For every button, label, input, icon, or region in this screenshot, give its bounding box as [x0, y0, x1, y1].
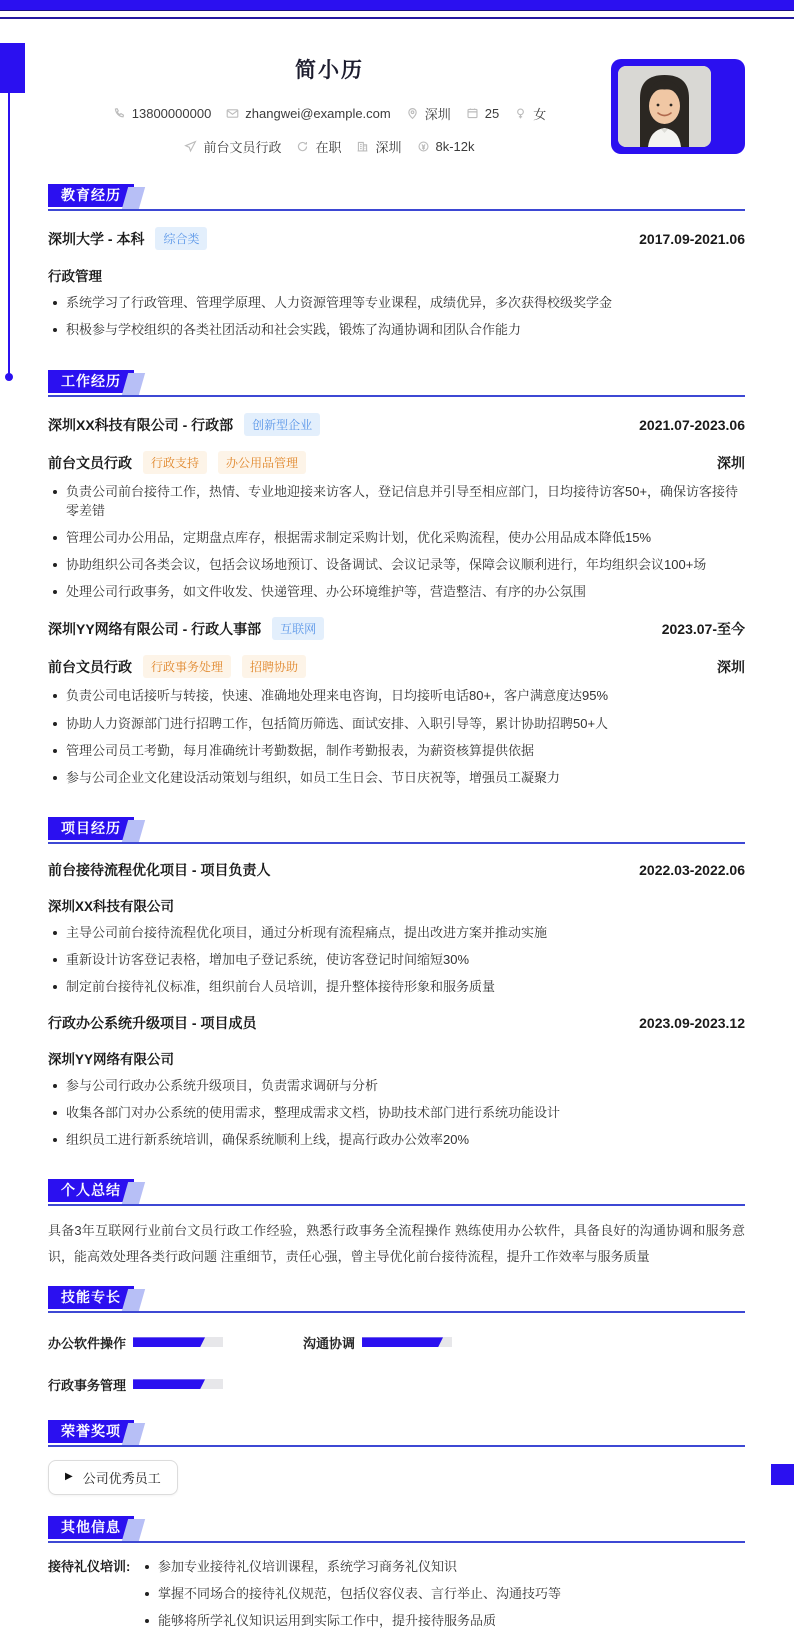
- section-header: [48, 1179, 745, 1206]
- bullet-item: 重新设计访客登记表格，增加电子登记系统，使访客登记时间缩短30%: [48, 951, 745, 969]
- photo-panel: [611, 59, 745, 154]
- contact-value: 8k-12k: [435, 139, 475, 154]
- work-location: 深圳: [717, 658, 745, 675]
- skill-item: [48, 1333, 303, 1352]
- section-badge: [48, 817, 134, 840]
- role-tag: 行政支持: [143, 451, 207, 474]
- skill-bar-track: [133, 1337, 223, 1347]
- project-company: 深圳XX科技有限公司: [48, 899, 175, 915]
- top-accent-line: [0, 17, 794, 19]
- salary-icon: [417, 140, 430, 153]
- location-icon: [406, 107, 419, 120]
- bullet-item: 掌握不同场合的接待礼仪规范，包括仪容仪表、言行举止、沟通技巧等: [140, 1585, 745, 1603]
- bullet-item: 积极参与学校组织的各类社团活动和社会实践，锻炼了沟通协调和团队合作能力: [48, 321, 745, 339]
- work-location: 深圳: [717, 454, 745, 471]
- work-entry-1: [48, 413, 745, 601]
- section-title: 工作经历: [61, 373, 121, 390]
- education-date: 2017.09-2021.06: [639, 230, 745, 247]
- project-bullets: [48, 1077, 745, 1150]
- bullet-item: 组织员工进行新系统培训，确保系统顺利上线，提高行政办公效率20%: [48, 1131, 745, 1149]
- project-entry-2: [48, 1013, 745, 1150]
- work-date: 2023.07-至今: [661, 620, 745, 637]
- bullet-item: 管理公司员工考勤，每月准确统计考勤数据，制作考勤报表，为薪资核算提供依据: [48, 742, 745, 760]
- section-header: [48, 1420, 745, 1447]
- company-tag: 互联网: [272, 617, 324, 640]
- bullet-item: 收集各部门对办公系统的使用需求，整理成需求文档，协助技术部门进行系统功能设计: [48, 1104, 745, 1122]
- section-skills: [48, 1286, 745, 1394]
- role-title: 前台文员行政: [48, 454, 132, 471]
- contact-gender: [514, 104, 546, 123]
- section-title: 教育经历: [61, 187, 121, 203]
- gender-icon: [514, 107, 527, 120]
- project-bullets: [48, 924, 745, 997]
- contact-value: 女: [533, 107, 547, 122]
- badge-tail-decoration: [122, 373, 145, 395]
- section-work: [48, 370, 745, 787]
- company-tag: 创新型企业: [244, 413, 320, 436]
- bottom-right-accent-square: [771, 1464, 794, 1485]
- left-accent-dot: [5, 373, 13, 381]
- skill-name: 沟通协调: [303, 1335, 356, 1351]
- section-projects: [48, 817, 745, 1149]
- section-badge: [48, 370, 134, 393]
- contact-value: 在职: [315, 140, 342, 155]
- section-badge: [48, 1286, 134, 1309]
- badge-tail-decoration: [122, 1423, 145, 1445]
- badge-tail-decoration: [122, 1182, 145, 1204]
- bullet-item: 参与公司行政办公系统升级项目，负责需求调研与分析: [48, 1077, 745, 1095]
- school-name: 深圳大学 - 本科: [48, 230, 145, 247]
- honor-item-chip[interactable]: [48, 1460, 178, 1495]
- contact-value: zhangwei@example.com: [245, 106, 391, 121]
- work-date: 2021.07-2023.06: [639, 416, 745, 433]
- section-badge: [48, 1179, 134, 1202]
- badge-tail-decoration: [122, 820, 145, 842]
- skill-bar-fill: [133, 1337, 205, 1347]
- section-title: 个人总结: [61, 1182, 121, 1199]
- contact-location: [406, 104, 451, 123]
- work-entry-2: [48, 617, 745, 787]
- bullet-item: 负责公司前台接待工作，热情、专业地迎接来访客人，登记信息并引导至相应部门，日均接待访客50+，确保访客接待零差错: [48, 483, 745, 519]
- section-education: [48, 184, 745, 339]
- contact-value: 深圳: [375, 140, 402, 155]
- project-date: 2022.03-2022.06: [639, 862, 745, 879]
- email-icon: [226, 107, 239, 120]
- contact-row-2: [184, 137, 474, 156]
- city-icon: [356, 140, 369, 153]
- project-name: 行政办公系统升级项目 - 项目成员: [48, 1014, 257, 1031]
- bullet-item: 系统学习了行政管理、管理学原理、人力资源管理等专业课程，成绩优异，多次获得校级奖学金: [48, 294, 745, 312]
- contact-value: 前台文员行政: [203, 140, 282, 155]
- section-summary: [48, 1179, 745, 1269]
- resume-name: 简小历: [295, 59, 364, 82]
- contact-status: [296, 137, 341, 156]
- project-company: 深圳YY网络有限公司: [48, 1051, 175, 1067]
- bullet-item: 能够将所学礼仪知识运用到实际工作中，提升接待服务品质: [140, 1612, 745, 1630]
- project-date: 2023.09-2023.12: [639, 1014, 745, 1031]
- project-entry-1: [48, 860, 745, 997]
- education-bullets: [48, 294, 745, 339]
- project-name: 前台接待流程优化项目 - 项目负责人: [48, 862, 271, 879]
- company-name: 深圳YY网络有限公司 - 行政人事部: [48, 620, 262, 637]
- skill-bar-track: [133, 1379, 223, 1389]
- section-header: [48, 184, 745, 211]
- company-name: 深圳XX科技有限公司 - 行政部: [48, 416, 234, 433]
- skill-item: [48, 1375, 303, 1394]
- role-tag: 招聘协助: [242, 655, 306, 678]
- left-accent-vline: [8, 92, 10, 374]
- bullet-item: 协助组织公司各类会议，包括会议场地预订、设备调试、会议记录等，保障会议顺利进行，年均组织会议100+场: [48, 556, 745, 574]
- section-badge: [48, 1420, 134, 1443]
- phone-icon: [113, 107, 126, 120]
- section-honors: [48, 1420, 745, 1495]
- section-other: [48, 1516, 745, 1630]
- left-accent-rect: [0, 43, 25, 93]
- role-tag: 办公用品管理: [218, 451, 306, 474]
- section-header: [48, 370, 745, 397]
- section-badge: [48, 184, 134, 207]
- section-title: 技能专长: [61, 1288, 121, 1305]
- skill-name: 办公软件操作: [48, 1335, 127, 1351]
- skill-item: [303, 1333, 745, 1352]
- resume-page: [0, 54, 794, 1630]
- bullet-item: 处理公司行政事务，如文件收发、快递管理、办公环境维护等，营造整洁、有序的办公氛围: [48, 583, 745, 601]
- section-badge: [48, 1516, 134, 1539]
- role-title: 前台文员行政: [48, 658, 132, 675]
- section-header: [48, 817, 745, 844]
- section-title: 荣誉奖项: [61, 1422, 121, 1439]
- section-header: [48, 1286, 745, 1313]
- position-icon: [184, 140, 197, 153]
- badge-tail-decoration: [122, 1289, 145, 1311]
- school-type-tag: 综合类: [155, 227, 207, 250]
- bullet-item: 主导公司前台接待流程优化项目，通过分析现有流程痛点，提出改进方案并推动实施: [48, 924, 745, 942]
- summary-text: 具备3年互联网行业前台文员行政工作经验，熟悉行政事务全流程操作 熟练使用办公软件，具备良好的沟通协调和服务意识，能高效处理各类行政问题 注重细节，责任心强，曾主导优化前台接待流程，提升工作效率与服务质量: [48, 1223, 745, 1264]
- header-info-column: [48, 54, 611, 156]
- status-icon: [296, 140, 309, 153]
- contact-email: [226, 106, 390, 121]
- section-title: 项目经历: [61, 820, 121, 837]
- section-title: 其他信息: [61, 1518, 121, 1535]
- bullet-item: 制定前台接待礼仪标准，组织前台人员培训，提升整体接待形象和服务质量: [48, 978, 745, 996]
- other-bullets: [140, 1558, 745, 1630]
- skill-bar-fill: [133, 1379, 205, 1389]
- bullet-item: 管理公司办公用品，定期盘点库存，根据需求制定采购计划，优化采购流程，使办公用品成本降低15%: [48, 529, 745, 547]
- bullet-item: 参加专业接待礼仪培训课程，系统学习商务礼仪知识: [140, 1558, 745, 1576]
- contact-value: 25: [484, 106, 500, 121]
- contact-city: [356, 137, 401, 156]
- bullet-item: 参与公司企业文化建设活动策划与组织，如员工生日会、节日庆祝等，增强员工凝聚力: [48, 769, 745, 787]
- honor-label: 公司优秀员工: [82, 1470, 161, 1486]
- other-info-label: 接待礼仪培训:: [48, 1558, 131, 1574]
- work-bullets: [48, 483, 745, 601]
- work-bullets: [48, 687, 745, 787]
- badge-tail-decoration: [122, 187, 145, 209]
- contact-row-1: [113, 104, 546, 123]
- contact-age: [466, 106, 499, 121]
- skill-bar-track: [362, 1337, 452, 1347]
- contact-value: 深圳: [424, 107, 451, 122]
- age-icon: [466, 107, 479, 120]
- contact-phone: [113, 106, 212, 121]
- contact-salary: [417, 139, 475, 154]
- top-accent-bar: [0, 0, 794, 11]
- bullet-item: 负责公司电话接听与转接，快速、准确地处理来电咨询，日均接听电话80+，客户满意度达95%: [48, 687, 745, 705]
- bullet-item: 协助人力资源部门进行招聘工作，包括简历筛选、面试安排、入职引导等，累计协助招聘50+人: [48, 715, 745, 733]
- play-triangle-icon: ▶: [65, 1471, 73, 1483]
- role-tag: 行政事务处理: [143, 655, 231, 678]
- resume-header: [48, 54, 745, 156]
- skill-bar-fill: [362, 1337, 443, 1347]
- skills-grid: [48, 1333, 745, 1394]
- other-info-row: [48, 1558, 745, 1630]
- major-name: 行政管理: [48, 269, 102, 284]
- skill-name: 行政事务管理: [48, 1377, 127, 1393]
- education-entry: [48, 227, 745, 339]
- section-header: [48, 1516, 745, 1543]
- profile-photo: [618, 66, 711, 147]
- contact-value: 13800000000: [131, 106, 212, 121]
- contact-position: [184, 137, 281, 156]
